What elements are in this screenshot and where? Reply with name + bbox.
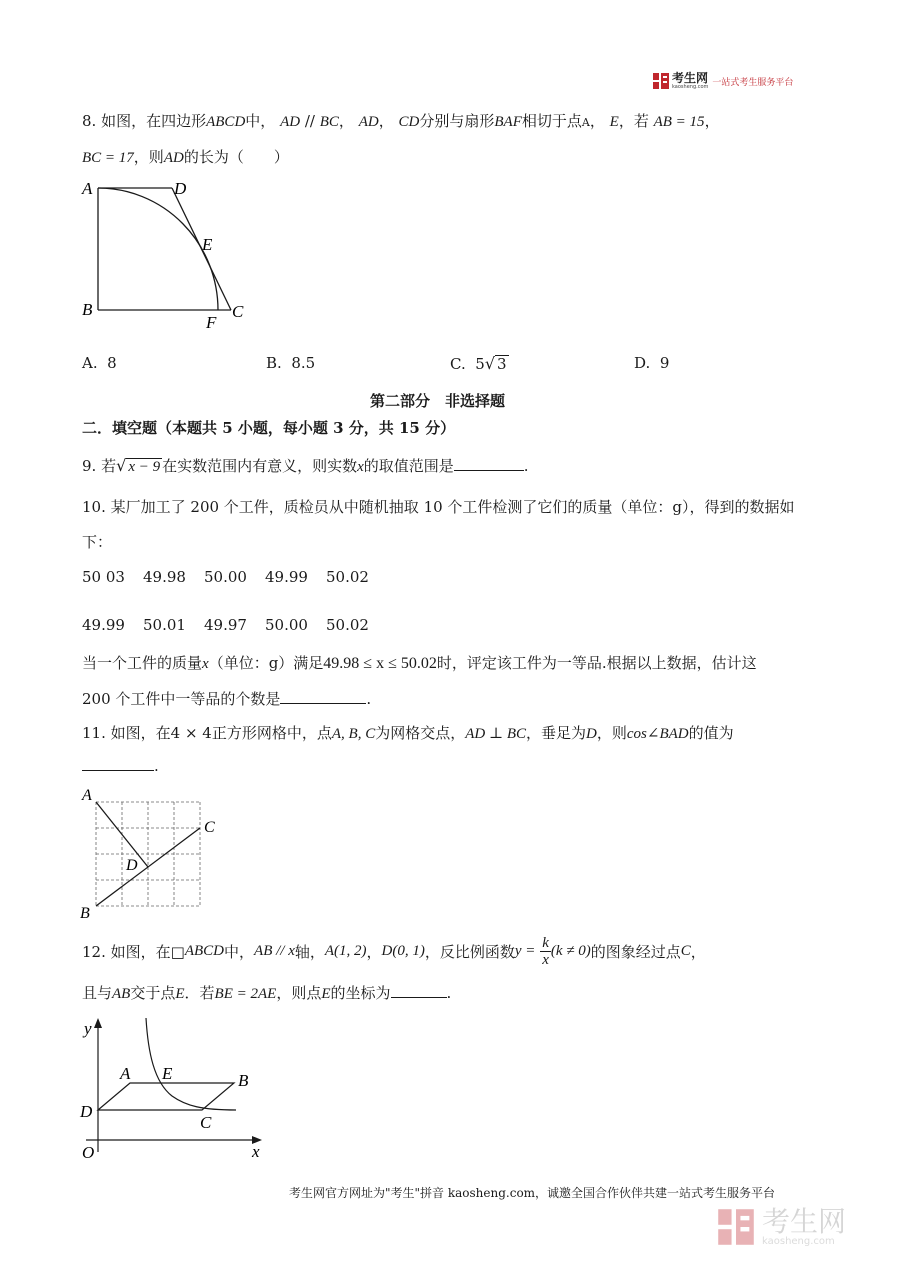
q8-figure: [74, 172, 264, 337]
q9: 9. 若√ x − 9 在实数范围内有意义，则实数x的取值范围是 .: [82, 456, 529, 475]
q8-choice-d[interactable]: D. 9: [634, 354, 670, 372]
q12-line2: 且与AB交于点E．若BE = 2AE，则点E的坐标为 .: [82, 984, 452, 1002]
q10-row2-v1: 49.99: [82, 616, 125, 634]
q8-label-F: F: [206, 313, 217, 332]
q12-label-x: x: [252, 1142, 260, 1161]
q10-row1-v3: 50.00: [204, 568, 247, 586]
logo-domain: kaosheng.com: [672, 84, 709, 90]
q8-line1: 8. 如图，在四边形ABCD中， AD // BC， AD， CD分别与扇形BAF相切于点A， E，若 AB = 15，: [82, 112, 720, 130]
q10-answer-blank[interactable]: [280, 689, 366, 704]
q10-line1: 10. 某厂加工了 200 个工件，质检员从中随机抽取 10 个工件检测了它们的质量（单位：g），得到的数据如: [82, 498, 795, 516]
q8-label-A: A: [82, 179, 93, 198]
part2-title: 第二部分 非选择题: [370, 392, 506, 410]
kaosheng-logo-icon: [652, 72, 670, 90]
q10-line4: 200 个工件中一等品的个数是 .: [82, 690, 372, 708]
footer-text: 考生网官方网址为"考生"拼音 kaosheng.com，诚邀全国合作伙伴共建一站式考生服务平台: [289, 1186, 776, 1200]
q11-label-B: B: [80, 905, 90, 922]
q12-label-O: O: [82, 1143, 95, 1162]
q11-line1: 11. 如图，在4 × 4正方形网格中，点A, B, C为网格交点，AD ⊥ BC，垂足为D，则cos∠BAD的值为: [82, 724, 734, 742]
q8-line2: BC = 17，则AD的长为（ ）: [82, 148, 289, 166]
q10-row1-v2: 49.98: [143, 568, 186, 586]
logo-name: 考生网: [672, 71, 709, 85]
header-slogan: 一站式考生服务平台: [712, 77, 794, 88]
q12-line1: 12. 如图，在 □ ABCD 中， AB // x 轴， A(1, 2) ， D(0, 1) ，反比例函数 y = $\frac{k}{x}$ (k ≠ 0) 的图象经过点 C ，: [82, 935, 706, 968]
q8-label-B: B: [82, 300, 93, 319]
q10-row1-v5: 50.02: [326, 568, 369, 586]
q12-label-D: D: [80, 1102, 93, 1121]
q12-answer-blank[interactable]: [391, 983, 447, 998]
q11-answer-blank[interactable]: [82, 756, 154, 771]
q8-label-E: E: [202, 235, 213, 254]
q11-label-A: A: [82, 787, 92, 804]
q10-line3: 当一个工件的质量x（单位：g）满足49.98 ≤ x ≤ 50.02时，评定该工件为一等品.根据以上数据，估计这: [82, 654, 757, 672]
q12-label-C: C: [200, 1113, 212, 1132]
q8-choice-c[interactable]: C. 5√ 3: [450, 354, 507, 373]
q12-figure: [76, 1012, 276, 1164]
q11-line2: .: [82, 756, 159, 775]
q11-label-C: C: [204, 819, 215, 836]
q10-row2-v2: 50.01: [143, 616, 186, 634]
q10-row1-v4: 49.99: [265, 568, 308, 586]
q10-row2-v4: 50.00: [265, 616, 308, 634]
q8-number: 8.: [82, 112, 97, 130]
q8-choice-b[interactable]: B. 8.5: [266, 354, 316, 372]
q8-choice-a[interactable]: A. 8: [82, 354, 117, 372]
q12-label-A: A: [120, 1064, 131, 1083]
q9-answer-blank[interactable]: [454, 456, 524, 471]
header-logo[interactable]: [652, 72, 793, 90]
q8-label-C: C: [232, 302, 244, 321]
q12-label-y: y: [84, 1019, 92, 1038]
q8-label-D: D: [174, 179, 187, 198]
q10-row2-v5: 50.02: [326, 616, 369, 634]
q10-line2: 下：: [82, 533, 113, 551]
q10-row1-v1: 50 03: [82, 568, 125, 586]
watermark-logo-icon: [716, 1207, 756, 1247]
footer-watermark: 考生网 kaosheng.com: [716, 1207, 846, 1247]
section-title: 二．填空题（本题共 5 小题，每小题 3 分，共 15 分）: [82, 419, 456, 437]
q10-row2-v3: 49.97: [204, 616, 247, 634]
q11-label-D: D: [126, 857, 138, 874]
q12-label-E: E: [162, 1064, 173, 1083]
q11-figure: [76, 782, 226, 922]
q12-label-B: B: [238, 1071, 249, 1090]
